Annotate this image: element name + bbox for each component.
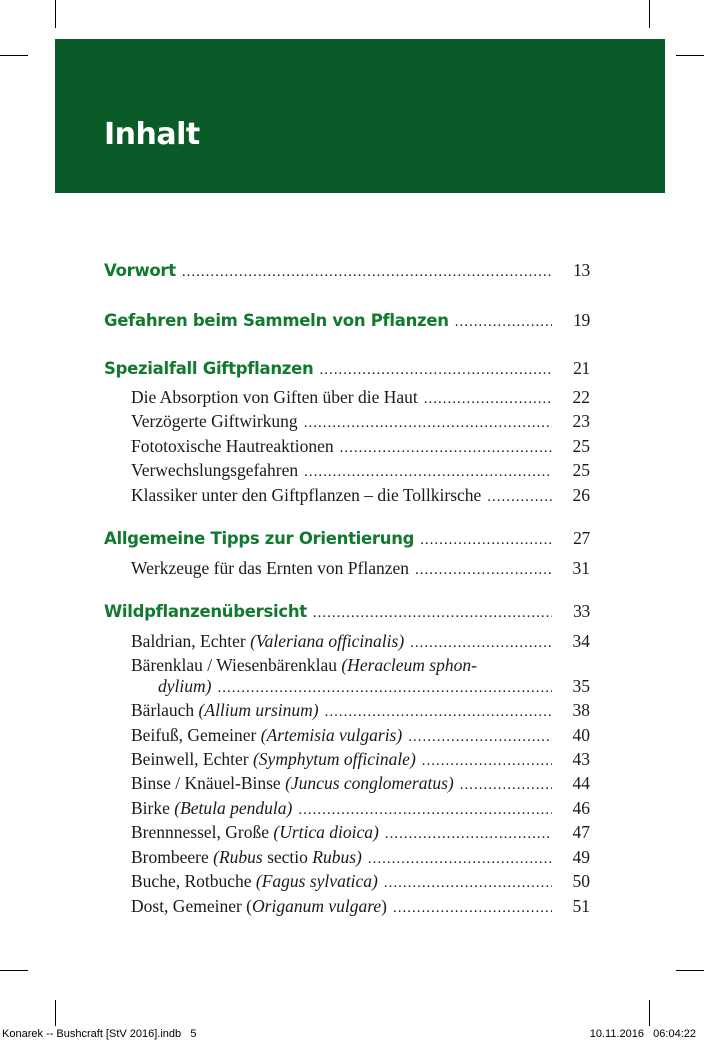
dot-leader (298, 802, 552, 819)
dot-leader (304, 415, 552, 432)
toc-entry[interactable] (131, 387, 590, 411)
dot-leader (217, 680, 552, 697)
toc-page: 34 (572, 631, 590, 651)
toc-page: 40 (572, 725, 590, 745)
toc-page: 22 (572, 387, 590, 407)
toc-page: 49 (572, 847, 590, 867)
toc-entry[interactable] (131, 798, 590, 822)
dot-leader (408, 729, 552, 746)
page-title: Inhalt (104, 117, 200, 152)
toc-section-gefahren[interactable] (104, 310, 590, 334)
toc-page: 35 (572, 676, 590, 696)
toc-label: dylium) (158, 676, 212, 696)
dot-leader (422, 753, 552, 770)
dot-leader (313, 605, 552, 622)
toc-entry-continuation[interactable] (158, 676, 590, 700)
dot-leader (487, 489, 552, 506)
toc-page: 25 (572, 460, 590, 480)
crop-mark (649, 1000, 650, 1026)
dot-leader (182, 264, 552, 281)
toc-page: 46 (572, 798, 590, 818)
dot-leader (410, 635, 552, 652)
toc-page: 43 (572, 749, 590, 769)
toc-page: 26 (572, 485, 590, 505)
toc-label: Buche, Rotbuche (Fagus sylvatica) (131, 871, 378, 891)
toc-page: 13 (573, 260, 590, 280)
dot-leader (385, 826, 552, 843)
title-banner (55, 39, 665, 193)
toc-entry[interactable] (131, 436, 590, 460)
dot-leader (325, 704, 552, 721)
toc-label: Verwechslungsgefahren (131, 460, 299, 480)
toc-label: Klassiker unter den Giftpflanzen – die Tollkirsche (131, 485, 482, 505)
crop-mark (676, 970, 704, 971)
toc-label: Vorwort (104, 261, 176, 280)
toc-page: 51 (572, 896, 590, 916)
toc-label: Dost, Gemeiner (Origanum vulgare) (131, 896, 387, 916)
toc-label: Bärlauch (Allium ursinum) (131, 700, 319, 720)
toc-entry[interactable] (131, 896, 590, 920)
toc-entry[interactable] (131, 700, 590, 724)
crop-mark (0, 970, 28, 971)
toc-page: 27 (573, 528, 590, 548)
dot-leader (455, 314, 552, 331)
toc-label: Beinwell, Echter (Symphytum officinale) (131, 749, 416, 769)
toc-page: 25 (572, 436, 590, 456)
dot-leader (415, 562, 552, 579)
toc-entry[interactable] (131, 871, 590, 895)
print-footer-right: 10.11.2016 06:04:22 (589, 1028, 696, 1040)
toc-entry[interactable] (131, 558, 590, 582)
toc-label: Werkzeuge für das Ernten von Pflanzen (131, 558, 409, 578)
toc-label: Die Absorption von Giften über die Haut (131, 387, 418, 407)
toc-label: Gefahren beim Sammeln von Pflanzen (104, 311, 449, 330)
toc-label: Bärenklau / Wiesenbärenklau (Heracleum sphon- (131, 655, 477, 675)
toc-page: 31 (572, 558, 590, 578)
toc-section-wildpflanzen[interactable] (104, 601, 590, 625)
toc-section-giftpflanzen[interactable] (104, 358, 590, 382)
toc-label: Beifuß, Gemeiner (Artemisia vulgaris) (131, 725, 403, 745)
toc-page: 47 (572, 822, 590, 842)
crop-mark (55, 1000, 56, 1026)
dot-leader (393, 900, 552, 917)
dot-leader (424, 391, 552, 408)
dot-leader (304, 464, 552, 481)
toc-label: Verzögerte Giftwirkung (131, 411, 298, 431)
crop-mark (649, 0, 650, 28)
toc-entry[interactable] (131, 725, 590, 749)
toc-label: Wildpflanzenübersicht (104, 602, 307, 621)
toc-page: 19 (573, 310, 590, 330)
toc-label: Allgemeine Tipps zur Orientierung (104, 529, 415, 548)
crop-mark (55, 0, 56, 28)
toc-entry[interactable] (131, 411, 590, 435)
toc-page: 33 (573, 601, 590, 621)
dot-leader (319, 362, 552, 379)
toc-page: 44 (572, 773, 590, 793)
toc-label: Brombeere (Rubus sectio Rubus) (131, 847, 362, 867)
crop-mark (0, 55, 28, 56)
toc-label: Spezialfall Giftpflanzen (104, 359, 314, 378)
toc-label: Baldrian, Echter (Valeriana officinalis) (131, 631, 405, 651)
dot-leader (420, 532, 552, 549)
toc-entry[interactable] (131, 749, 590, 773)
toc-entry[interactable] (131, 822, 590, 846)
print-footer-left: Konarek -- Bushcraft [StV 2016].indb 5 (2, 1028, 197, 1040)
dot-leader (384, 875, 552, 892)
toc-label: Binse / Knäuel-Binse (Juncus conglomeratus) (131, 773, 454, 793)
toc-page: 21 (573, 358, 590, 378)
toc-page: 50 (572, 871, 590, 891)
toc-section-vorwort[interactable] (104, 260, 590, 284)
toc-page: 38 (572, 700, 590, 720)
dot-leader (368, 851, 552, 868)
toc-label: Fototoxische Hautreaktionen (131, 436, 334, 456)
toc-label: Birke (Betula pendula) (131, 798, 293, 818)
toc-entry[interactable] (131, 631, 590, 655)
dot-leader (460, 777, 552, 794)
toc-section-tipps[interactable] (104, 528, 590, 552)
toc-label: Brennnessel, Große (Urtica dioica) (131, 822, 379, 842)
dot-leader (340, 440, 552, 457)
crop-mark (676, 55, 704, 56)
toc-entry[interactable] (131, 773, 590, 797)
toc-entry[interactable] (131, 485, 590, 509)
toc-entry[interactable] (131, 847, 590, 871)
toc-entry[interactable] (131, 460, 590, 484)
toc-page: 23 (572, 411, 590, 431)
